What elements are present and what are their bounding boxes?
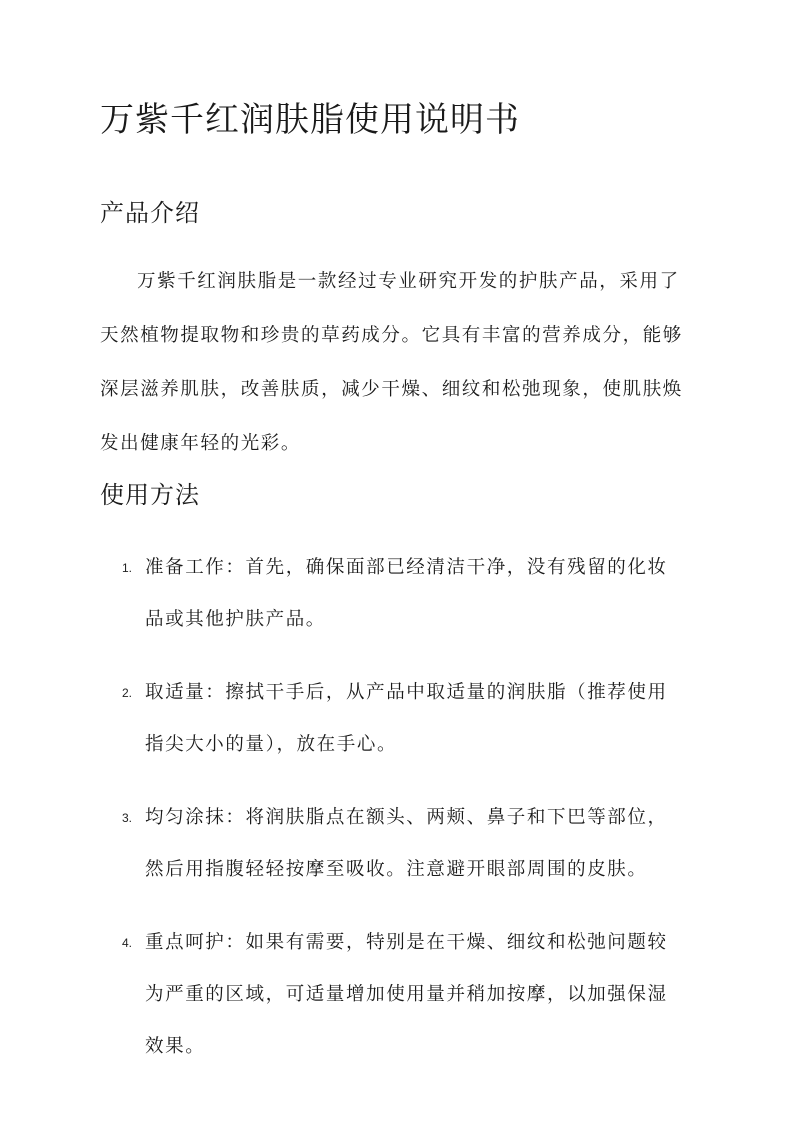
step-number: 2. (122, 686, 133, 700)
usage-step (100, 798, 700, 902)
usage-step (100, 548, 700, 652)
step-number: 1. (122, 561, 133, 575)
step-line: 均匀涂抹：将润肤脂点在额头、两颊、鼻子和下巴等部位， (145, 807, 668, 828)
section-heading-intro: 产品介绍 (100, 199, 200, 227)
step-line: 重点呵护：如果有需要，特别是在干燥、细纹和松弛问题较 (145, 932, 668, 953)
step-line: 为严重的区域，可适量增加使用量并稍加按摩，以加强保湿 (145, 984, 668, 1005)
intro-paragraph (100, 262, 700, 478)
step-line: 取适量：擦拭干手后，从产品中取适量的润肤脂（推荐使用 (145, 682, 668, 703)
usage-steps-list (100, 548, 700, 1100)
step-line: 品或其他护肤产品。 (145, 609, 326, 630)
intro-line: 万紫千红润肤脂是一款经过专业研究开发的护肤产品，采用了 (137, 271, 680, 292)
step-line: 指尖大小的量），放在手心。 (145, 734, 398, 755)
intro-line: 天然植物提取物和珍贵的草药成分。它具有丰富的营养成分，能够 (100, 325, 683, 346)
step-number: 4. (122, 936, 133, 950)
usage-step (100, 923, 700, 1079)
step-line: 效果。 (145, 1036, 206, 1057)
step-line: 准备工作：首先，确保面部已经清洁干净，没有残留的化妆 (145, 557, 668, 578)
intro-line: 发出健康年轻的光彩。 (100, 433, 302, 454)
intro-line: 深层滋养肌肤，改善肤质，减少干燥、细纹和松弛现象，使肌肤焕 (100, 379, 683, 400)
usage-step (100, 673, 700, 777)
step-number: 3. (122, 811, 133, 825)
document-title: 万紫千红润肤脂使用说明书 (100, 100, 520, 140)
step-line: 然后用指腹轻轻按摩至吸收。注意避开眼部周围的皮肤。 (145, 859, 648, 880)
section-heading-usage: 使用方法 (100, 481, 200, 509)
